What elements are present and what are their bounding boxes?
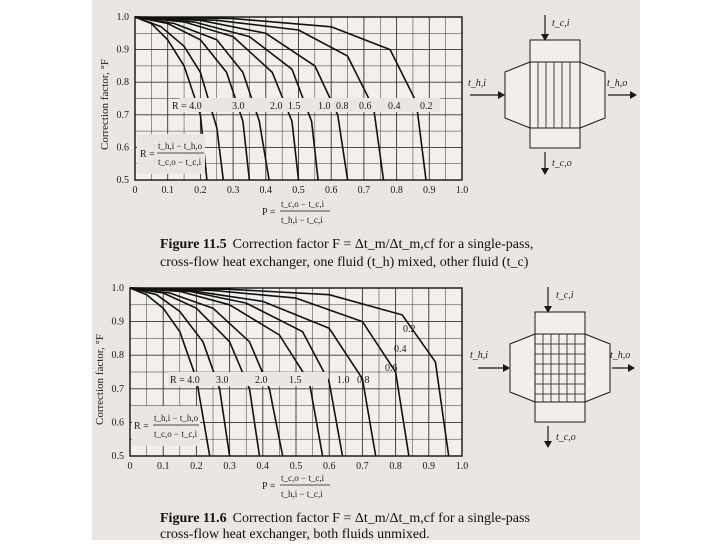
chart1-r-label: 1.0 (318, 101, 331, 112)
chart2-r-def-numerator: t_h,i − t_h,o (154, 413, 199, 423)
chart1-x-tick-label: 0.2 (194, 185, 207, 196)
chart2-r-def-lhs: R = (134, 421, 149, 432)
chart1-p-def-lhs: P = (262, 207, 276, 218)
chart1-x-tick-label: 0.3 (226, 185, 240, 196)
chart1-y-tick-label: 0.5 (116, 175, 129, 186)
hx-schematic-unmixed (470, 287, 635, 448)
chart1-x-tick-label: 0.9 (423, 185, 436, 196)
chart1-x-tick-label: 0.5 (292, 185, 305, 196)
chart1-x-tick-label: 0 (132, 185, 138, 196)
chart2-y-tick-label: 0.6 (111, 417, 124, 429)
chart2-x-tick-label: 1.0 (455, 461, 469, 472)
figure-11-6 (94, 283, 635, 499)
chart2-x-tick-label: 0 (127, 461, 133, 472)
hx1-label-tco: t_c,o (552, 158, 572, 169)
hx1-label-tho: t_h,o (607, 78, 628, 89)
chart2-y-tick-label: 0.7 (111, 383, 124, 395)
chart2-x-tick-label: 0.6 (322, 461, 336, 472)
chart1-r-label-band (180, 98, 440, 112)
chart1-y-ticks (117, 12, 130, 186)
figure1-caption-line2: cross-flow heat exchanger, one fluid (t_h) mixed, other fluid (t_c) (160, 255, 529, 270)
chart1-r-label: 0.6 (359, 101, 372, 112)
chart2-p-def-lhs: P = (262, 481, 276, 492)
chart2-x-tick-label: 0.4 (256, 461, 270, 472)
chart1-y-tick-label: 0.8 (116, 77, 129, 89)
chart2-y-tick-label: 0.8 (111, 350, 124, 362)
chart2-r-label: 0.4 (394, 344, 407, 355)
chart2-x-tick-label: 0.9 (422, 461, 436, 472)
chart2-r-label: 1.0 (337, 375, 350, 386)
chart2-r-label: 0.6 (385, 363, 398, 374)
figure1-caption-text1: Correction factor F = Δt_m/Δt_m,cf for a single-pass, (232, 237, 534, 252)
chart1-y-tick-label: 1.0 (116, 12, 129, 23)
chart1-r-def-denominator: t_c,o − t_c,i (158, 157, 202, 167)
hx-schematic-mixed (468, 15, 637, 175)
chart1-r-def-numerator: t_h,i − t_h,o (158, 141, 203, 151)
chart1-y-tick-label: 0.9 (116, 44, 129, 56)
chart2-y-axis-label: Correction factor, °F (94, 333, 106, 425)
chart2-r-def-denominator: t_c,o − t_c,i (154, 429, 198, 439)
hx2-label-thi: t_h,i (470, 350, 489, 361)
chart1-r-label: 0.4 (388, 101, 401, 112)
chart1-x-ticks (133, 185, 469, 196)
figure1-caption-label: Figure 11.5 (160, 237, 227, 252)
chart1-y-tick-label: 0.6 (116, 142, 129, 154)
chart1-x-tick-label: 1.0 (455, 185, 469, 196)
chart1-r-label: 0.2 (420, 101, 433, 112)
chart1-r-def-lhs: R = (140, 149, 155, 160)
chart1-p-def-denominator: t_h,i − t_c,i (281, 215, 323, 225)
chart2-y-tick-label: 0.9 (111, 316, 124, 328)
chart1-p-def-numerator: t_c,o − t_c,i (281, 199, 325, 209)
chart2-p-def-denominator: t_h,i − t_c,i (281, 489, 323, 499)
chart2-x-tick-label: 0.3 (223, 461, 236, 472)
chart1-r-label: 1.5 (288, 101, 301, 112)
chart1-x-tick-label: 0.8 (390, 185, 403, 196)
chart2-x-tick-label: 0.1 (156, 461, 170, 472)
chart1-x-tick-label: 0.1 (161, 185, 174, 196)
figure2-caption-line2: cross-flow heat exchanger, both fluids unmixed. (160, 527, 430, 542)
chart2-r-label: 2.0 (255, 375, 268, 386)
chart2-r-label: 0.2 (403, 324, 416, 335)
figure1-caption-line1 (160, 236, 533, 254)
hx2-label-tco: t_c,o (556, 432, 576, 443)
chart1-x-tick-label: 0.6 (324, 185, 338, 196)
chart2-r-label: R = 4.0 (170, 375, 200, 386)
figure-11-5 (99, 12, 637, 225)
chart2-r-label: 0.8 (357, 375, 370, 386)
chart2-x-tick-label: 0.8 (389, 461, 402, 472)
chart2-y-ticks (112, 283, 125, 462)
chart2-r-label: 3.0 (216, 375, 229, 386)
chart1-r-label: 3.0 (232, 101, 245, 112)
chart2-y-tick-label: 1.0 (111, 283, 124, 294)
figure2-caption-text1: Correction factor F = Δt_m/Δt_m,cf for a single-pass (232, 511, 530, 526)
chart2-x-tick-label: 0.7 (356, 461, 369, 472)
chart1-x-tick-label: 0.4 (259, 185, 273, 196)
chart2-x-tick-label: 0.5 (289, 461, 303, 472)
chart2-p-def-numerator: t_c,o − t_c,i (281, 473, 325, 483)
chart2-x-tick-label: 0.2 (190, 461, 203, 472)
hx2-label-tho: t_h,o (610, 350, 631, 361)
figure2-caption-label: Figure 11.6 (160, 511, 227, 526)
chart2-y-tick-label: 0.5 (111, 451, 124, 462)
chart1-x-tick-label: 0.7 (357, 185, 371, 196)
chart1-y-axis-label: Correction factor, °F (99, 58, 111, 150)
hx1-label-tci: t_c,i (552, 18, 570, 29)
chart2-r-label: 1.5 (289, 375, 302, 386)
hx1-label-thi: t_h,i (468, 78, 487, 89)
chart1-r-label: 2.0 (270, 101, 283, 112)
chart1-r-label: R = 4.0 (172, 101, 202, 112)
chart1-r-label: 0.8 (336, 101, 349, 112)
hx2-label-tci: t_c,i (556, 290, 574, 301)
chart2-x-ticks (128, 461, 469, 472)
chart1-y-tick-label: 0.7 (116, 109, 129, 121)
